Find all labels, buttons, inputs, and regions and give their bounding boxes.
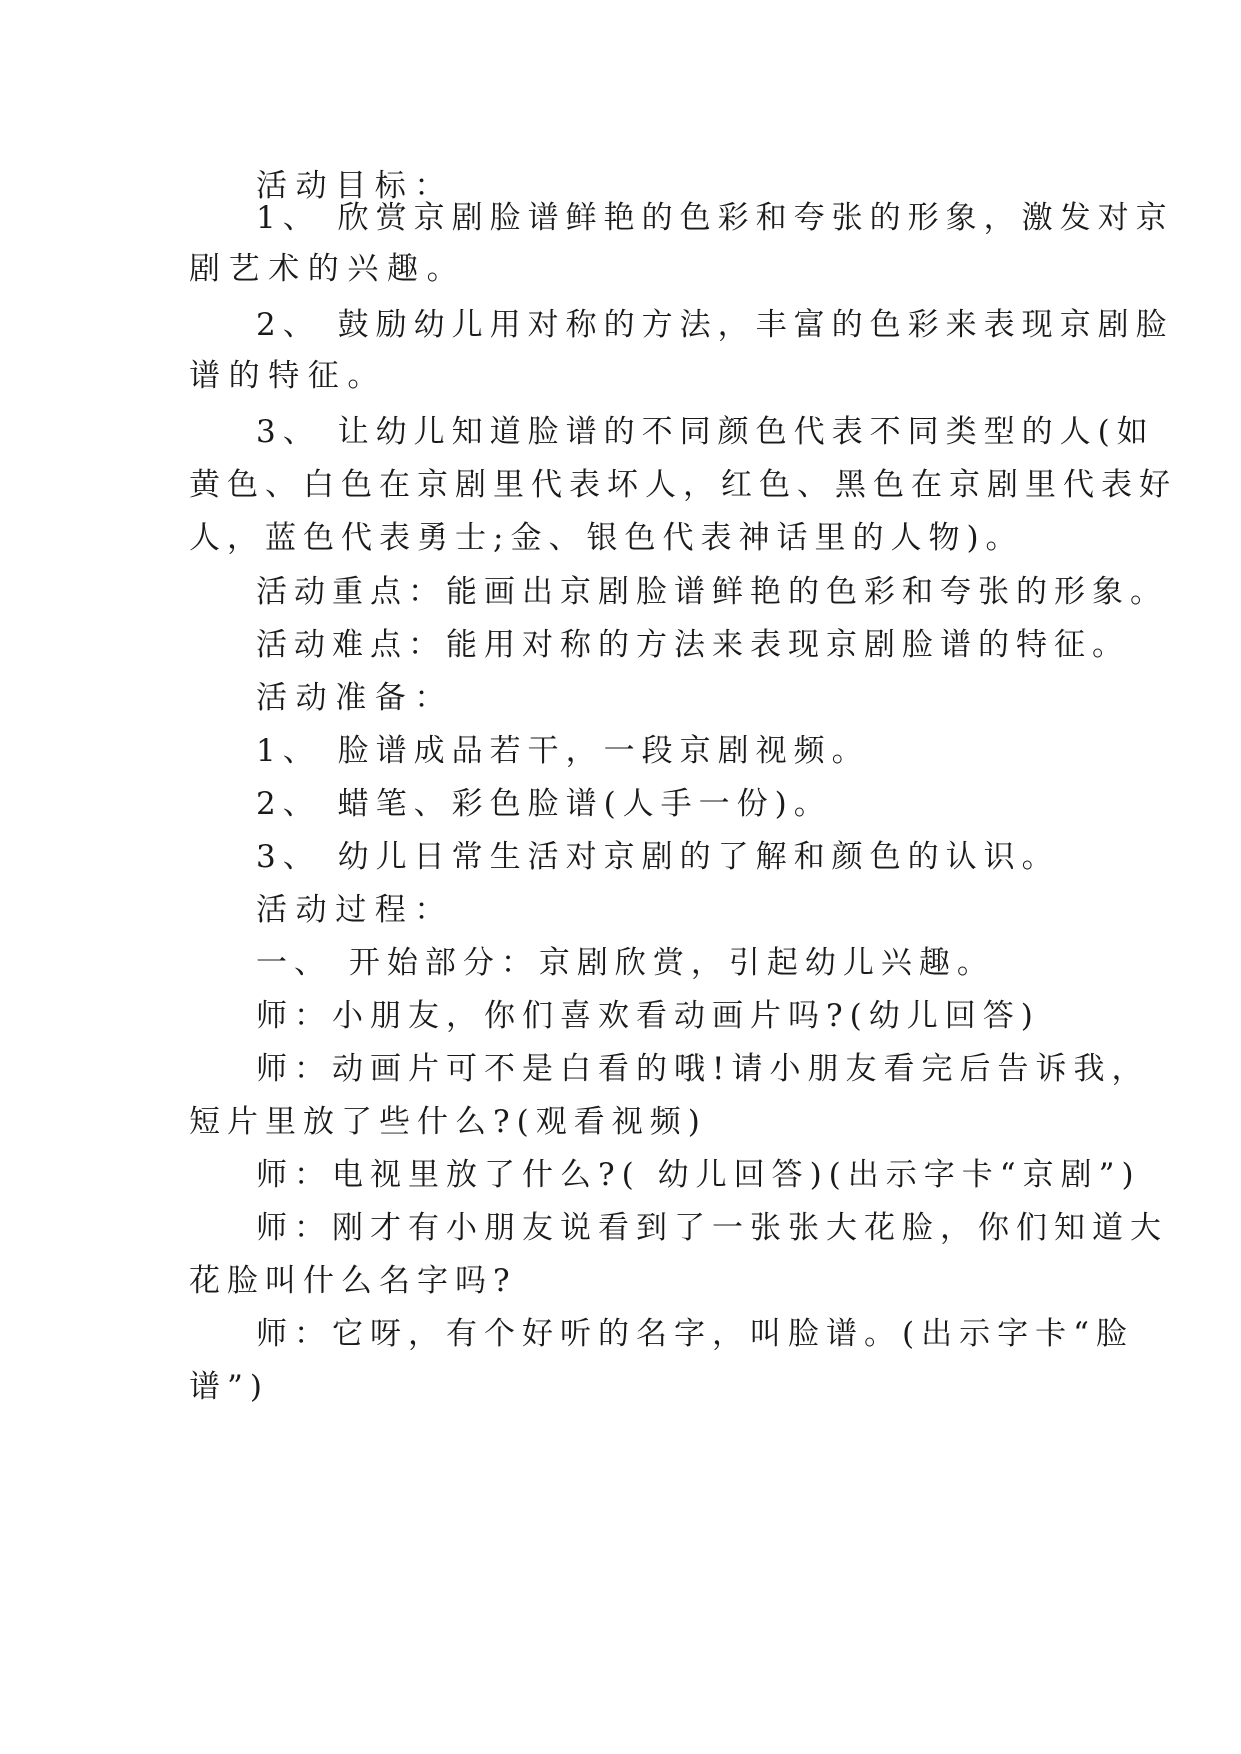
heading-activity-process: 活动过程：	[256, 892, 454, 928]
teacher-line-5-part-2: 谱”)	[189, 1369, 269, 1405]
goal-1-line-2: 剧艺术的兴趣。	[189, 251, 467, 287]
teacher-line-2-part-1: 师：动画片可不是白看的哦!请小朋友看完后告诉我，	[256, 1051, 1150, 1087]
preparation-3: 3、 幼儿日常生活对京剧的了解和颜色的认识。	[256, 839, 1060, 875]
preparation-1: 1、 脸谱成品若干，一段京剧视频。	[256, 733, 870, 769]
heading-activity-goals: 活动目标：	[256, 168, 454, 204]
difficult-point: 活动难点：能用对称的方法来表现京剧脸谱的特征。	[256, 627, 1130, 663]
goal-3-line-2: 黄色、白色在京剧里代表坏人，红色、黑色在京剧里代表好	[189, 467, 1177, 503]
teacher-line-1: 师：小朋友，你们喜欢看动画片吗?(幼儿回答)	[256, 998, 1040, 1034]
goal-2-line-1: 2、 鼓励幼儿用对称的方法，丰富的色彩来表现京剧脸	[256, 307, 1174, 343]
key-point: 活动重点：能画出京剧脸谱鲜艳的色彩和夸张的形象。	[256, 574, 1168, 610]
goal-3-line-3: 人，蓝色代表勇士;金、银色代表神话里的人物)。	[189, 520, 1024, 556]
teacher-line-4-part-2: 花脸叫什么名字吗?	[189, 1263, 517, 1299]
teacher-line-2-part-2: 短片里放了些什么?(观看视频)	[189, 1104, 707, 1140]
teacher-line-4-part-1: 师：刚才有小朋友说看到了一张张大花脸，你们知道大	[256, 1210, 1168, 1246]
preparation-2: 2、 蜡笔、彩色脸谱(人手一份)。	[256, 786, 832, 822]
heading-activity-preparation: 活动准备：	[256, 680, 454, 716]
teacher-line-5-part-1: 师：它呀，有个好听的名字，叫脸谱。(出示字卡“脸	[256, 1316, 1134, 1352]
goal-2-line-2: 谱的特征。	[189, 358, 387, 394]
process-section-1: 一、 开始部分：京剧欣赏，引起幼儿兴趣。	[256, 945, 995, 981]
goal-3-line-1: 3、 让幼儿知道脸谱的不同颜色代表不同类型的人(如	[256, 414, 1155, 450]
goal-1-line-1: 1、 欣赏京剧脸谱鲜艳的色彩和夸张的形象，激发对京	[256, 200, 1174, 236]
teacher-line-3: 师：电视里放了什么?( 幼儿回答)(出示字卡“京剧”)	[256, 1157, 1141, 1193]
